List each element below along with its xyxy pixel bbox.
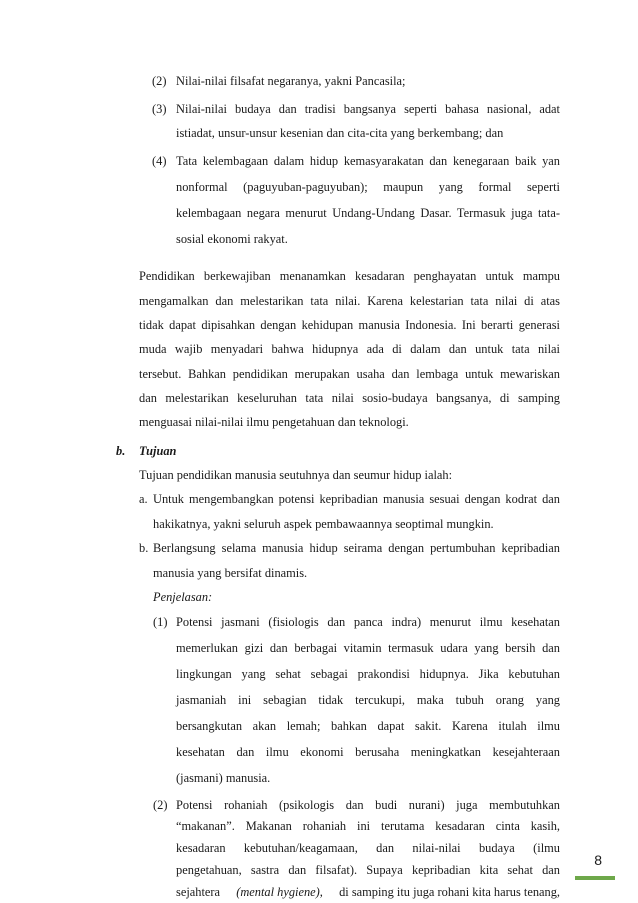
item-line: Berlangsung selama manusia hidup seirama dengan pertumbuhan kepribadian: [153, 541, 560, 555]
sub-item-line: Potensi rohaniah (psikologis dan budi nurani) juga membutuhkan: [176, 798, 560, 812]
sub-item-line: “makanan”. Makanan rohaniah ini terutama kesadaran cinta kasih,: [176, 819, 560, 833]
list-num: (2): [152, 74, 167, 88]
paragraph-line: dan melestarikan keseluruhan tata nilai sosio-budaya bangsanya, di samping: [139, 391, 560, 405]
list-line: Nilai-nilai budaya dan tradisi bangsanya seperti bahasa nasional, adat: [176, 102, 560, 116]
sub-item-line: bersangkutan akan lemah; bahkan dapat sakit. Karena itulah ilmu: [176, 719, 560, 733]
sub-item-num: (2): [153, 798, 168, 812]
page-number-accent-bar: [575, 876, 615, 880]
last-line-end: di samping itu juga rohani kita harus tenang,: [339, 885, 560, 899]
sub-item-line: memerlukan gizi dan berbagai vitamin termasuk udara yang bersih dan: [176, 641, 560, 655]
section-title: Tujuan: [139, 444, 177, 458]
item-marker: b.: [139, 541, 149, 555]
paragraph-line: Pendidikan berkewajiban menanamkan kesadaran penghayatan untuk mampu: [139, 269, 560, 283]
list-line: sosial ekonomi rakyat.: [176, 232, 288, 246]
list-line: istiadat, unsur-unsur kesenian dan cita-cita yang berkembang; dan: [176, 126, 504, 140]
page-number: 8: [594, 852, 602, 868]
penjelasan-label: Penjelasan:: [153, 590, 213, 604]
sub-item-line: Potensi jasmani (fisiologis dan panca indra) menurut ilmu kesehatan: [176, 615, 560, 629]
paragraph-line: mengamalkan dan melestarikan tata nilai. Karena kelestarian tata nilai di atas: [139, 294, 560, 308]
list-line: Nilai-nilai filsafat negaranya, yakni Pancasila;: [176, 74, 406, 88]
list-line: nonformal (paguyuban-paguyuban); maupun yang formal seperti: [176, 180, 560, 194]
section-marker: b.: [116, 444, 126, 458]
mental-hygiene-term: (mental hygiene),: [236, 885, 323, 899]
item-line: Untuk mengembangkan potensi kepribadian manusia sesuai dengan kodrat dan: [153, 492, 560, 506]
list-line: Tata kelembagaan dalam hidup kemasyarakatan dan kenegaraan baik yan: [176, 154, 560, 168]
paragraph-line: menguasai nilai-nilai ilmu pengetahuan dan teknologi.: [139, 415, 409, 429]
sub-item-line: kesehatan dan ilmu ekonomi berusaha meningkatkan kesejahteraan: [176, 745, 560, 759]
list-line: kelembagaan negara menurut Undang-Undang Dasar. Termasuk juga tata-: [176, 206, 560, 220]
item-marker: a.: [139, 492, 148, 506]
sub-item-line: kesadaran kebutuhan/keagamaan, dan nilai-nilai budaya (ilmu: [176, 841, 560, 855]
last-line-start: sejahtera: [176, 885, 221, 899]
item-line: hakikatnya, yakni seluruh aspek pembawaannya seoptimal mungkin.: [153, 517, 494, 531]
paragraph-line: tersebut. Bahkan pendidikan merupakan usaha dan lembaga untuk mewariskan: [139, 367, 560, 381]
sub-item-num: (1): [153, 615, 168, 629]
section-intro: Tujuan pendidikan manusia seutuhnya dan seumur hidup ialah:: [139, 468, 453, 482]
sub-item-line: lingkungan yang sehat sebagai prakondisi hidupnya. Jika kebutuhan: [176, 667, 560, 681]
sub-item-line: jasmaniah ini sebagian tidak tercukupi, maka tubuh orang yang: [176, 693, 560, 707]
list-num: (4): [152, 154, 167, 168]
item-line: manusia yang bersifat dinamis.: [153, 566, 308, 580]
sub-item-line: pengetahuan, sastra dan filsafat). Supaya kepribadian kita sehat dan: [176, 863, 560, 877]
paragraph-line: tidak dapat dipisahkan dengan kehidupan manusia Indonesia. Ini berarti generasi: [139, 318, 560, 332]
sub-item-line: (jasmani) manusia.: [176, 771, 271, 785]
list-num: (3): [152, 102, 167, 116]
paragraph-line: muda wajib menyadari bahwa hidupnya ada di dalam dan untuk tata nilai: [139, 342, 560, 356]
sub-item-last-line: [176, 884, 560, 900]
